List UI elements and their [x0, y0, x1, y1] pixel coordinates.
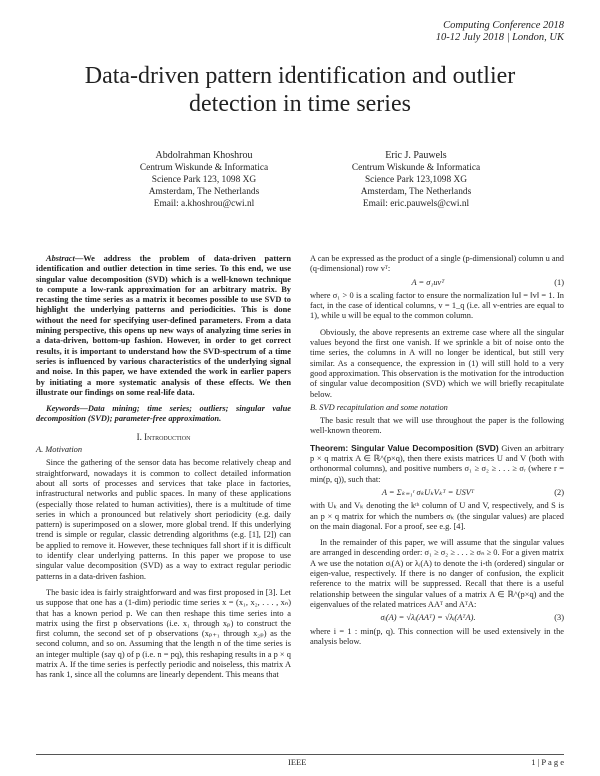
author-address: Science Park 123, 1098 XG	[151, 175, 257, 185]
theorem-text: Given an arbitrary p × q matrix A ∈ ℝ^(p×q), then there exists matrices U and V (both with orthonormal columns), and positive numbers σ₁ ≥ σ₂ ≥ . . . ≥ σᵣ (where r = min(p, q)), such that:	[310, 443, 564, 484]
equation-body: A = σ₁uvᵀ	[411, 277, 445, 287]
conference-name: Computing Conference 2018	[443, 20, 564, 31]
equation-body: σᵢ(A) = √λᵢ(AAᵀ) = √λᵢ(AᵀA).	[380, 613, 476, 623]
equation-number: (2)	[554, 487, 564, 497]
paragraph: Obviously, the above represents an extreme case where all the singular values beyond the first one vanish. If we sprinkle a bit of noise onto the time series, the columns in A will no longer be identical, but still very similar. As a consequence, the expression in (1) will still hold to a very good approximation. This observation is the motivation for the introduction of singular value decomposition (SVD) which we will briefly recapitulate below.	[310, 327, 564, 399]
keywords: Keywords—Data mining; time series; outliers; singular value decomposition (SVD); parameter-free approximation.	[36, 404, 291, 424]
title-line-2: detection in time series	[189, 91, 411, 117]
paragraph: Since the gathering of the sensor data has become relatively cheap and straightforward, nowadays it is common to collect detailed information about all sorts of processes and services that take place in factories, infrastructural networks and public spaces. In many of these applications (especially those related to human activities), there is a multitude of time series in which a pronounced but relatively short periodicity (e.g. daily pattern) is superimposed on a slower, more global trend. If this underlying trend is simple or regular, classic detrending algorithms (e.g. [1], [2]) can be applied to remove it. However, these techniques fall short if it is difficult to identify clear underlying patterns. In this paper we propose to use singular value decomposition (SVD) as a way to extract regular periodic patterns in a data-driven fashion.	[36, 458, 291, 581]
conference-header	[436, 20, 564, 44]
abstract-text: —We address the problem of data-driven pattern identification and outlier detection in time series. To this end, we use singular value decomposition (SVD) which is a well-known technique to compute a low-rank approximation for an arbitrary matrix. By recasting the time series as a matrix it becomes possible to use SVD to highlight the underlying patterns and periodicities. This is done without the need for specifying user-defined parameters. From a data mining perspective, this opens up new ways of analyzing time series in a data-driven, bottom-up fashion. However, in order to get correct results, it is important to understand how the SVD-spectrum of a time series is influenced by various characteristics of the underlying signal and noise. In this paper, we have extended the work in earlier papers by initiating a more systematic analysis of these effects. We then illustrate our findings on some real-life data.	[36, 254, 291, 397]
equation-number: (1)	[554, 277, 564, 287]
paragraph: The basic result that we will use throughout the paper is the following well-known theorem.	[310, 416, 564, 436]
equation-3	[310, 613, 564, 623]
equation-2	[310, 488, 564, 498]
author-email: Email: eric.pauwels@cwi.nl	[362, 199, 470, 209]
author-affiliation: Centrum Wiskunde & Informatica	[139, 163, 269, 173]
right-column	[310, 254, 564, 647]
paragraph: where i = 1 : min(p, q). This connection will be used extensively in the analysis below.	[310, 626, 564, 646]
author-name: Abdolrahman Khoshrou	[155, 150, 253, 161]
abstract	[36, 254, 291, 398]
paragraph: where σ₁ > 0 is a scaling factor to ensure the normalization ‖u‖ = ‖v‖ = 1. In fact, in the case of identical columns, v = 1_q (i.e. all v-entries are equal to 1), while u will be equal to the common column.	[310, 290, 564, 321]
paragraph: In the remainder of this paper, we will assume that the singular values are arranged in descending order: σ₁ ≥ σ₂ ≥ . . . ≥ σₙ ≥ 0. For a given matrix A we use the notation σᵢ(A) or λᵢ(A) to denote the i-th (ordered) singular or eigen-value, respectively. If there is no danger of confusion, the explicit reference to the matrix will be suppressed. Recall that there is a useful relationship between the singular values of a matrix A ∈ ℝ^(p×q) and the eigenvalues of the related matrices AAᵀ and AᵀA:	[310, 538, 564, 609]
paragraph: A can be expressed as the product of a single (p-dimensional) column u and (q-dimensional) row vᵀ:	[310, 254, 564, 274]
title-line-1: Data-driven pattern identification and outlier	[84, 63, 516, 89]
subsection-heading-motivation: A. Motivation	[36, 445, 83, 455]
author-city: Amsterdam, The Netherlands	[148, 187, 260, 197]
author-name: Eric J. Pauwels	[385, 150, 447, 161]
subsection-heading-svd: B. SVD recapitulation and some notation	[310, 402, 448, 412]
footer-page-number: 1 | P a g e	[531, 757, 564, 767]
author-email: Email: a.khoshrou@cwi.nl	[153, 199, 255, 209]
paragraph: with Uₖ and Vₖ denoting the kᵗʰ column of U and V, respectively, and S is an p × q matrix for which the numbers σₖ (the singular values) are placed on the main diagonal. For a proof, see e.g. [4].	[310, 501, 564, 531]
author-block-2	[316, 150, 516, 210]
footer-publisher: IEEE	[288, 757, 307, 767]
footer-rule	[36, 754, 564, 755]
section-heading-introduction: I. Introduction	[136, 431, 191, 442]
theorem	[310, 443, 564, 485]
author-affiliation: Centrum Wiskunde & Informatica	[351, 163, 481, 173]
conference-dates: 10-12 July 2018 | London, UK	[435, 32, 564, 43]
theorem-label: Theorem: Singular Value Decomposition (SVD)	[310, 442, 499, 453]
paper-title	[40, 62, 560, 118]
left-column	[36, 254, 291, 681]
abstract-label: Abstract	[46, 254, 75, 263]
author-address: Science Park 123,1098 XG	[364, 175, 468, 185]
paragraph: The basic idea is fairly straightforward and was first proposed in [3]. Let us suppose that one has a (1-dim) periodic time series x = (x₁, x₂, . . . , xₙ) that has a known period p. We can then reshape this time series into a matrix using the first p observations (i.e. x₁ through xₚ) to construct the first column, the second set of p observations (xₚ₊₁ through x₂ₚ) as the second column, and so on. Assuming that the length n of the time series is an integer multiple (say q) of p (i.e. n = pq), this reshaping results in a p × q matrix A. If the time series is perfectly periodic and noiseless, this matrix A has rank 1, since all the columns are linearly dependent. This means that	[36, 587, 291, 680]
author-block-1	[104, 150, 304, 210]
equation-number: (3)	[554, 613, 564, 623]
equation-body: A = Σₖ₌₁ʳ σₖUₖVₖᵀ = USVᵀ	[381, 487, 475, 497]
author-city: Amsterdam, The Netherlands	[360, 187, 472, 197]
equation-1	[310, 278, 564, 288]
